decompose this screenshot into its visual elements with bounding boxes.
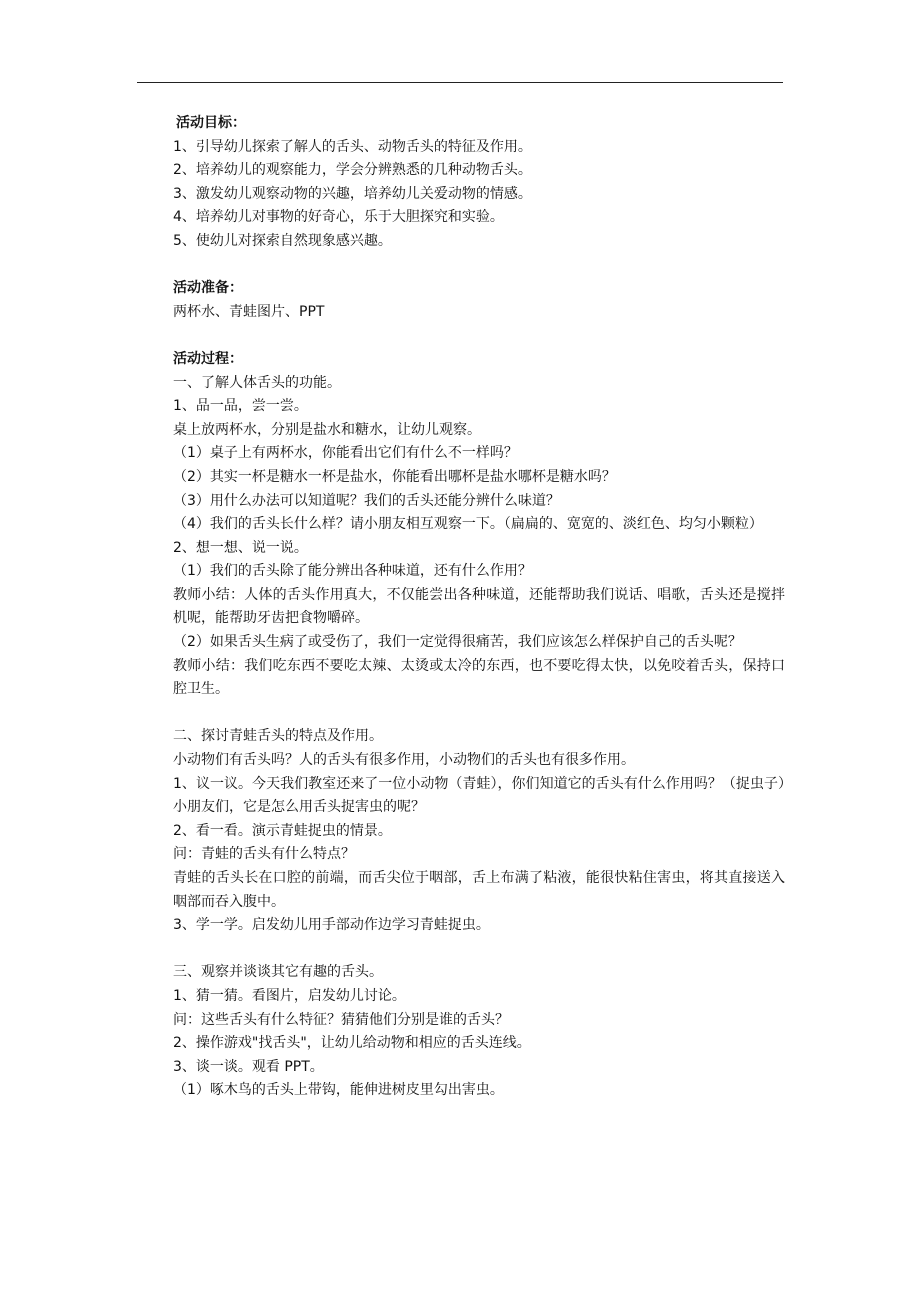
part3-title: 三、观察并谈谈其它有趣的舌头。: [173, 964, 383, 981]
part2-line: 1、议一议。今天我们教室还来了一位小动物（青蛙），你们知道它的舌头有什么作用吗？（捉虫子）小朋友们，它是怎么用舌头捉害虫的呢？: [173, 775, 785, 816]
header-rule: [137, 82, 783, 83]
part3-line: 1、猜一猜。看图片，启发幼儿讨论。: [173, 987, 406, 1004]
part3-line: （1）啄木鸟的舌头上带钩，能伸进树皮里勾出害虫。: [173, 1082, 504, 1099]
goal-item-3: 3、激发幼儿观察动物的兴趣，培养幼儿关爱动物的情感。: [173, 185, 532, 202]
part2-line: 小动物们有舌头吗？人的舌头有很多作用，小动物们的舌头也有很多作用。: [173, 752, 635, 769]
part1-line: （1）我们的舌头除了能分辨出各种味道，还有什么作用？: [173, 563, 532, 580]
part3-line: 2、操作游戏"找舌头"，让幼儿给动物和相应的舌头连线。: [173, 1035, 531, 1052]
goal-item-1: 1、引导幼儿探索了解人的舌头、动物舌头的特征及作用。: [173, 138, 532, 155]
part1-line: （4）我们的舌头长什么样？请小朋友相互观察一下。（扁扁的、宽宽的、淡红色、均匀小颗粒）: [173, 516, 763, 533]
part2-line: 问：青蛙的舌头有什么特点？: [173, 846, 355, 863]
process-heading: 活动过程：: [173, 350, 243, 367]
part1-line: 教师小结：我们吃东西不要吃太辣、太烫或太冷的东西，也不要吃得太快，以免咬着舌头，保持口腔卫生。: [173, 657, 785, 698]
part1-line: （1）桌子上有两杯水，你能看出它们有什么不一样吗？: [173, 445, 518, 462]
part1-line: （2）其实一杯是糖水一杯是盐水，你能看出哪杯是盐水哪杯是糖水吗？: [173, 468, 616, 485]
part1-line: 1、品一品，尝一尝。: [173, 398, 308, 415]
prep-heading: 活动准备：: [173, 280, 243, 297]
goal-item-4: 4、培养幼儿对事物的好奇心，乐于大胆探究和实验。: [173, 209, 504, 226]
prep-text: 两杯水、青蛙图片、PPT: [173, 303, 325, 320]
part3-line: 问：这些舌头有什么特征？猜猜他们分别是谁的舌头？: [173, 1011, 509, 1028]
part2-line: 3、学一学。启发幼儿用手部动作边学习青蛙捉虫。: [173, 917, 490, 934]
part2-line: 2、看一看。演示青蛙捉虫的情景。: [173, 822, 392, 839]
part3-line: 3、谈一谈。观看 PPT。: [173, 1058, 324, 1075]
goals-heading: 活动目标：: [176, 115, 246, 131]
goal-item-5: 5、使幼儿对探索自然现象感兴趣。: [173, 232, 392, 249]
part1-line: 2、想一想、说一说。: [173, 539, 308, 556]
part1-line: （3）用什么办法可以知道呢？我们的舌头还能分辨什么味道？: [173, 492, 560, 509]
part2-line: 青蛙的舌头长在口腔的前端，而舌尖位于咽部，舌上布满了粘液，能很快粘住害虫，将其直接送入咽部而吞入腹中。: [173, 870, 785, 910]
goal-item-2: 2、培养幼儿的观察能力，学会分辨熟悉的几种动物舌头。: [173, 162, 532, 179]
document-body: [173, 112, 785, 1103]
part1-line: 教师小结：人体的舌头作用真大，不仅能尝出各种味道，还能帮助我们说话、唱歌，舌头还是搅拌机呢，能帮助牙齿把食物嚼碎。: [173, 586, 785, 627]
part1-line: （2）如果舌头生病了或受伤了，我们一定觉得很痛苦，我们应该怎么样保护自己的舌头呢？: [173, 634, 742, 651]
part2-title: 二、探讨青蛙舌头的特点及作用。: [173, 728, 383, 745]
part1-title: 一、了解人体舌头的功能。: [173, 374, 341, 391]
part1-line: 桌上放两杯水，分别是盐水和糖水，让幼儿观察。: [173, 421, 481, 438]
